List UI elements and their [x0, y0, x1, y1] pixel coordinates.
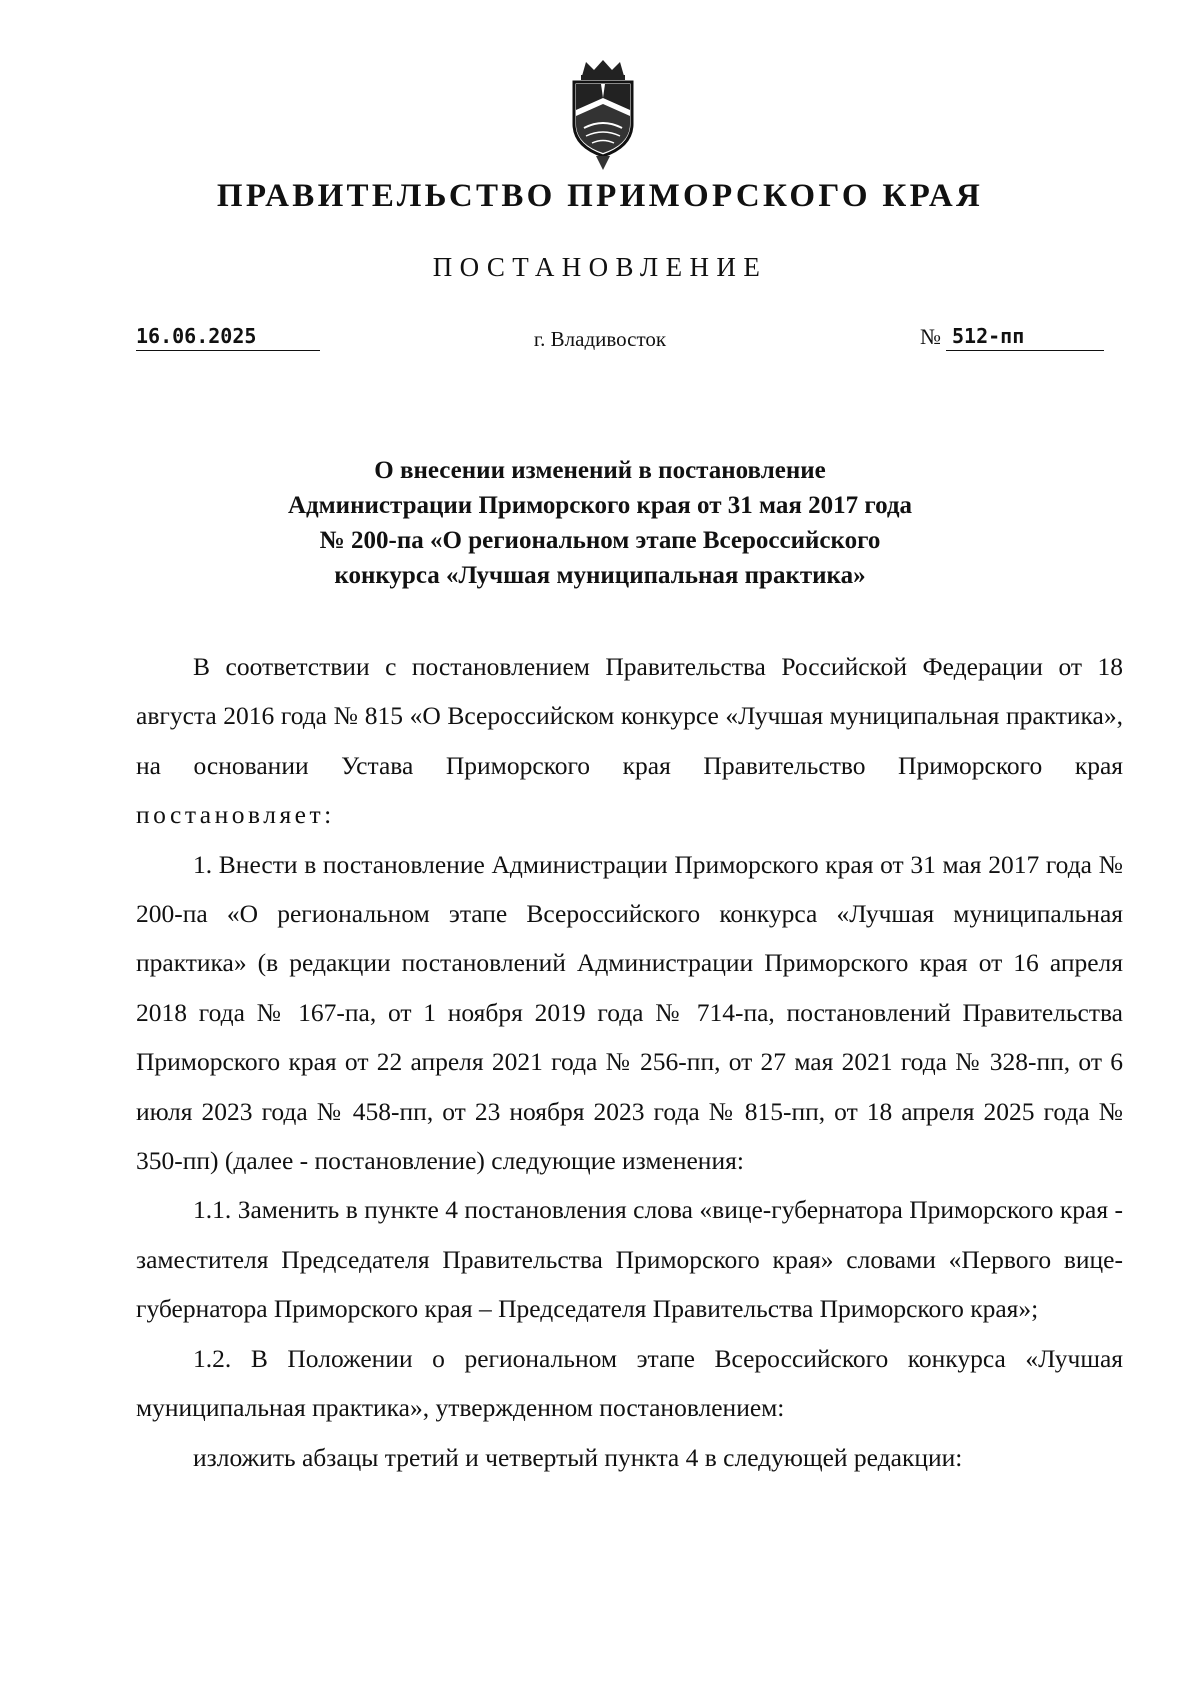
document-subject: [0, 453, 1200, 593]
item-1-2-paragraph: 1.2. В Положении о региональном этапе Всероссийского конкурса «Лучшая муниципальная практика», утвержденном постановлением:: [136, 1343, 1123, 1423]
organization-title: ПРАВИТЕЛЬСТВО ПРИМОРСКОГО КРАЯ: [216, 178, 984, 214]
preamble-text: В соответствии с постановлением Правительства Российской Федерации от 18 августа 2016 года № 815 «О Всероссийском конкурсе «Лучшая муниципальная практика», на основании Устава Приморского края Правительство Приморского края: [136, 652, 1123, 780]
document-type: ПОСТАНОВЛЕНИЕ: [432, 252, 768, 282]
subject-line: Администрации Приморского края от 31 мая 2017 года: [287, 492, 913, 519]
item-1-1-paragraph: 1.1. Заменить в пункте 4 постановления слова «вице-губернатора Приморского края - заместителя Председателя Правительства Приморского края» словами «Первого вице-губернатора Приморского края – Председателя Правительства Приморского края»;: [136, 1195, 1123, 1324]
item-1-2-a-paragraph: изложить абзацы третий и четвертый пункта 4 в следующей редакции:: [193, 1442, 963, 1472]
primorsky-coat-of-arms-icon: [568, 58, 638, 174]
decree-word: постановляет:: [136, 800, 335, 830]
document-city: г. Владивосток: [533, 327, 667, 351]
document-number-label: №: [920, 324, 941, 349]
document-body: [136, 642, 1123, 1482]
preamble-paragraph: [136, 642, 1123, 840]
item-1-paragraph: 1. Внести в постановление Администрации Приморского края от 31 мая 2017 года № 200-па «О региональном этапе Всероссийского конкурса «Лучшая муниципальная практика» (в редакции постановлений Администрации Приморского края от 16 апреля 2018 года № 167-па, от 1 ноября 2019 года № 714-па, постановлений Правительства Приморского края от 22 апреля 2021 года № 256-пп, от 27 мая 2021 года № 328-пп, от 6 июля 2023 года № 458-пп, от 23 ноября 2023 года № 815-пп, от 18 апреля 2025 года № 350-пп) (далее - постановление) следующие изменения:: [136, 849, 1123, 1176]
subject-line: конкурса «Лучшая муниципальная практика»: [334, 562, 866, 589]
subject-line: № 200-па «О региональном этапе Всероссийского: [319, 527, 881, 554]
document-date: 16.06.2025: [136, 322, 320, 351]
subject-line: О внесении изменений в постановление: [374, 457, 826, 484]
document-number: 512-пп: [946, 322, 1104, 351]
